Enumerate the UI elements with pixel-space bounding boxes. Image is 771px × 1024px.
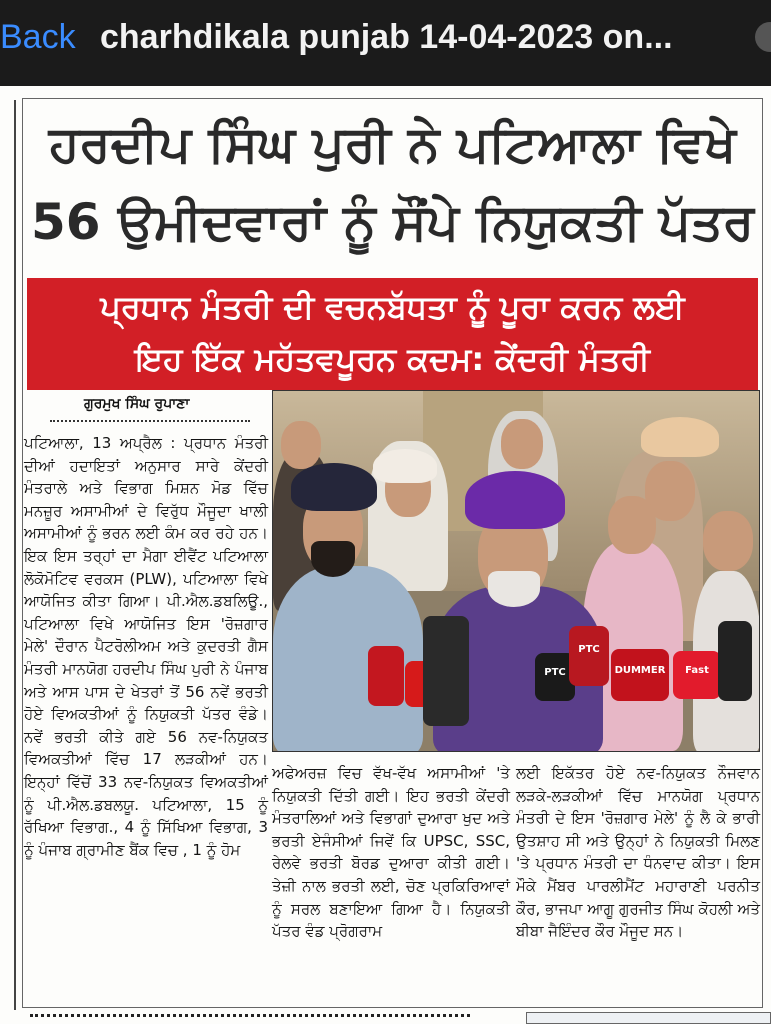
microphone	[569, 626, 609, 686]
person-head	[703, 511, 753, 571]
mic-label: Fast	[685, 665, 709, 677]
article-column-left	[24, 432, 268, 861]
microphone	[368, 646, 404, 706]
next-headline-fragment	[30, 1014, 470, 1018]
mic-label: DUMMER	[614, 664, 666, 676]
turban	[465, 471, 565, 529]
article-text-left: ਪਟਿਆਲਾ, 13 ਅਪ੍ਰੈਲ : ਪ੍ਰਧਾਨ ਮੰਤਰੀ ਦੀਆਂ ਹਦਾਇਤਾਂ ਅਨੁਸਾਰ ਸਾਰੇ ਕੇਂਦਰੀ ਮੰਤਰਾਲੇ ਅਤੇ ਵਿਭਾਗ ਮਿਸ਼ਨ ਮੋਡ ਵਿੱਚ ਮਨਜ਼ੂਰ ਅਸਾਮੀਆਂ ਦੇ ਵਿਰੁੱਧ ਮੌਜੂਦਾ ਖਾਲੀ ਅਸਾਮੀਆਂ ਨੂੰ ਭਰਨ ਲਈ ਕੰਮ ਕਰ ਰਹੇ ਹਨ। ਇਕ ਇਸ ਤਰ੍ਹਾਂ ਦਾ ਮੈਗਾ ਈਵੈਂਟ ਪਟਿਆਲਾ ਲੋਕੋਮੋਟਿਵ ਵਰਕਸ (PLW), ਪਟਿਆਲਾ ਵਿਖੇ ਆਯੋਜਿਤ ਕੀਤਾ ਗਿਆ। ਪੀ.ਐਲ.ਡਬਲਿਊ., ਪਟਿਆਲਾ ਵਿਖੇ ਆਯੋਜਿਤ ਇਸ 'ਰੋਜ਼ਗਾਰ ਮੇਲੇ' ਦੌਰਾਨ ਪੈਟਰੋਲੀਅਮ ਅਤੇ ਕੁਦਰਤੀ ਗੈਸ ਮੰਤਰੀ ਮਾਨਯੋਗ ਹਰਦੀਪ ਸਿੰਘ ਪੁਰੀ ਨੇ ਪੰਜਾਬ ਅਤੇ ਆਸ ਪਾਸ ਦੇ ਖੇਤਰਾਂ ਤੋਂ 56 ਨਵੇਂ ਭਰਤੀ ਹੋਏ ਵਿਅਕਤੀਆਂ ਨੂੰ ਨਿਯੁਕਤੀ ਪੱਤਰ ਵੰਡੇ। ਨਵੇਂ ਭਰਤੀ ਕੀਤੇ ਗਏ 56 ਨਵ-ਨਿਯੁਕਤ ਵਿਅਕਤੀਆਂ ਵਿੱਚ 17 ਲੜਕੀਆਂ ਹਨ। ਇਨ੍ਹਾਂ ਵਿੱਚੋਂ 33 ਨਵ-ਨਿਯੁਕਤ ਵਿਅਕਤੀਆਂ ਨੂੰ ਪੀ.ਐਲ.ਡਬਲਯੂ. ਪਟਿਆਲਾ, 15 ਨੂੰ ਰੱਖਿਆ ਵਿਭਾਗ., 4 ਨੂੰ ਸਿੱਖਿਆ ਵਿਭਾਗ, 3 ਨੂੰ ਪੰਜਾਬ ਗ੍ਰਾਮੀਣ ਬੈਂਕ ਵਿਚ , 1 ਨੂੰ ਹੋਮ	[24, 434, 268, 859]
back-button[interactable]: Back	[0, 18, 76, 56]
beard	[488, 571, 540, 607]
document-title: charhdikala punjab 14-04-2023 on...	[100, 18, 673, 56]
turban	[373, 449, 437, 483]
microphone	[423, 616, 469, 726]
person-head	[608, 496, 656, 554]
person-head	[501, 419, 543, 469]
subhead-line-1: ਪ੍ਰਧਾਨ ਮੰਤਰੀ ਦੀ ਵਚਨਬੱਧਤਾ ਨੂੰ ਪੂਰਾ ਕਰਨ ਲਈ	[100, 288, 685, 326]
article-column-middle	[272, 762, 510, 943]
menu-icon[interactable]	[755, 22, 771, 52]
microphone	[611, 649, 669, 701]
article-column-right	[516, 762, 760, 943]
person-head	[281, 421, 321, 469]
byline-underline	[50, 420, 250, 422]
subhead-line-2: ਇਹ ਇੱਕ ਮਹੱਤਵਪੂਰਨ ਕਦਮ: ਕੇਂਦਰੀ ਮੰਤਰੀ	[135, 340, 650, 378]
article-text-middle: ਅਫੇਅਰਜ਼ ਵਿਚ ਵੱਖ-ਵੱਖ ਅਸਾਮੀਆਂ 'ਤੇ ਨਿਯੁਕਤੀ ਦਿੱਤੀ ਗਈ। ਇਹ ਭਰਤੀ ਕੇਂਦਰੀ ਮੰਤਰਾਲਿਆਂ ਅਤੇ ਵਿਭਾਗਾਂ ਦੁਆਰਾ ਖੁਦ ਅਤੇ ਭਰਤੀ ਏਜੰਸੀਆਂ ਜਿਵੇਂ ਕਿ UPSC, SSC, ਰੇਲਵੇ ਭਰਤੀ ਬੋਰਡ ਦੁਆਰਾ ਕੀਤੀ ਗਈ। ਤੇਜ਼ੀ ਨਾਲ ਭਰਤੀ ਲਈ, ਚੋਣ ਪ੍ਰਕਿਰਿਆਵਾਂ ਨੂੰ ਸਰਲ ਬਣਾਇਆ ਗਿਆ ਹੈ। ਨਿਯੁਕਤੀ ਪੱਤਰ ਵੰਡ ਪ੍ਰੋਗਰਾਮ	[272, 764, 510, 941]
headline-line-1: ਹਰਦੀਪ ਸਿੰਘ ਪੁਰੀ ਨੇ ਪਟਿਆਲਾ ਵਿਖੇ	[48, 115, 737, 173]
top-nav-bar	[0, 0, 771, 86]
turban	[291, 463, 377, 511]
microphone	[673, 651, 721, 699]
mic-label: PTC	[544, 667, 566, 679]
mic-label: PTC	[578, 644, 600, 655]
beard	[311, 541, 355, 577]
next-article-box	[526, 1012, 771, 1024]
news-photo	[272, 390, 760, 752]
turban	[641, 417, 719, 457]
column-divider	[14, 100, 16, 1010]
microphone	[718, 621, 752, 701]
article-text-right: ਲਈ ਇਕੱਤਰ ਹੋਏ ਨਵ-ਨਿਯੁਕਤ ਨੌਜਵਾਨ ਲੜਕੇ-ਲੜਕੀਆਂ ਵਿੱਚ ਮਾਨਯੋਗ ਪ੍ਰਧਾਨ ਮੰਤਰੀ ਦੇ ਇਸ 'ਰੋਜ਼ਗਾਰ ਮੇਲੇ' ਨੂੰ ਲੈ ਕੇ ਭਾਰੀ ਉਤਸ਼ਾਹ ਸੀ ਅਤੇ ਉਨ੍ਹਾਂ ਨੇ ਨਿਯੁਕਤੀ ਮਿਲਣ 'ਤੇ ਪ੍ਰਧਾਨ ਮੰਤਰੀ ਦਾ ਧੰਨਵਾਦ ਕੀਤਾ। ਇਸ ਮੌਕੇ ਮੈਂਬਰ ਪਾਰਲੀਮੈਂਟ ਮਹਾਰਾਣੀ ਪਰਨੀਤ ਕੌਰ, ਭਾਜਪਾ ਆਗੂ ਗੁਰਜੀਤ ਸਿੰਘ ਕੋਹਲੀ ਅਤੇ ਬੀਬਾ ਜੈਇੰਦਰ ਕੌਰ ਮੌਜੂਦ ਸਨ।	[516, 764, 760, 941]
byline: ਗੁਰਮੁਖ ਸਿੰਘ ਰੁਪਾਣਾ	[84, 396, 190, 412]
headline-line-2: 56 ਉਮੀਦਵਾਰਾਂ ਨੂੰ ਸੌਂਪੇ ਨਿਯੁਕਤੀ ਪੱਤਰ	[30, 193, 755, 251]
